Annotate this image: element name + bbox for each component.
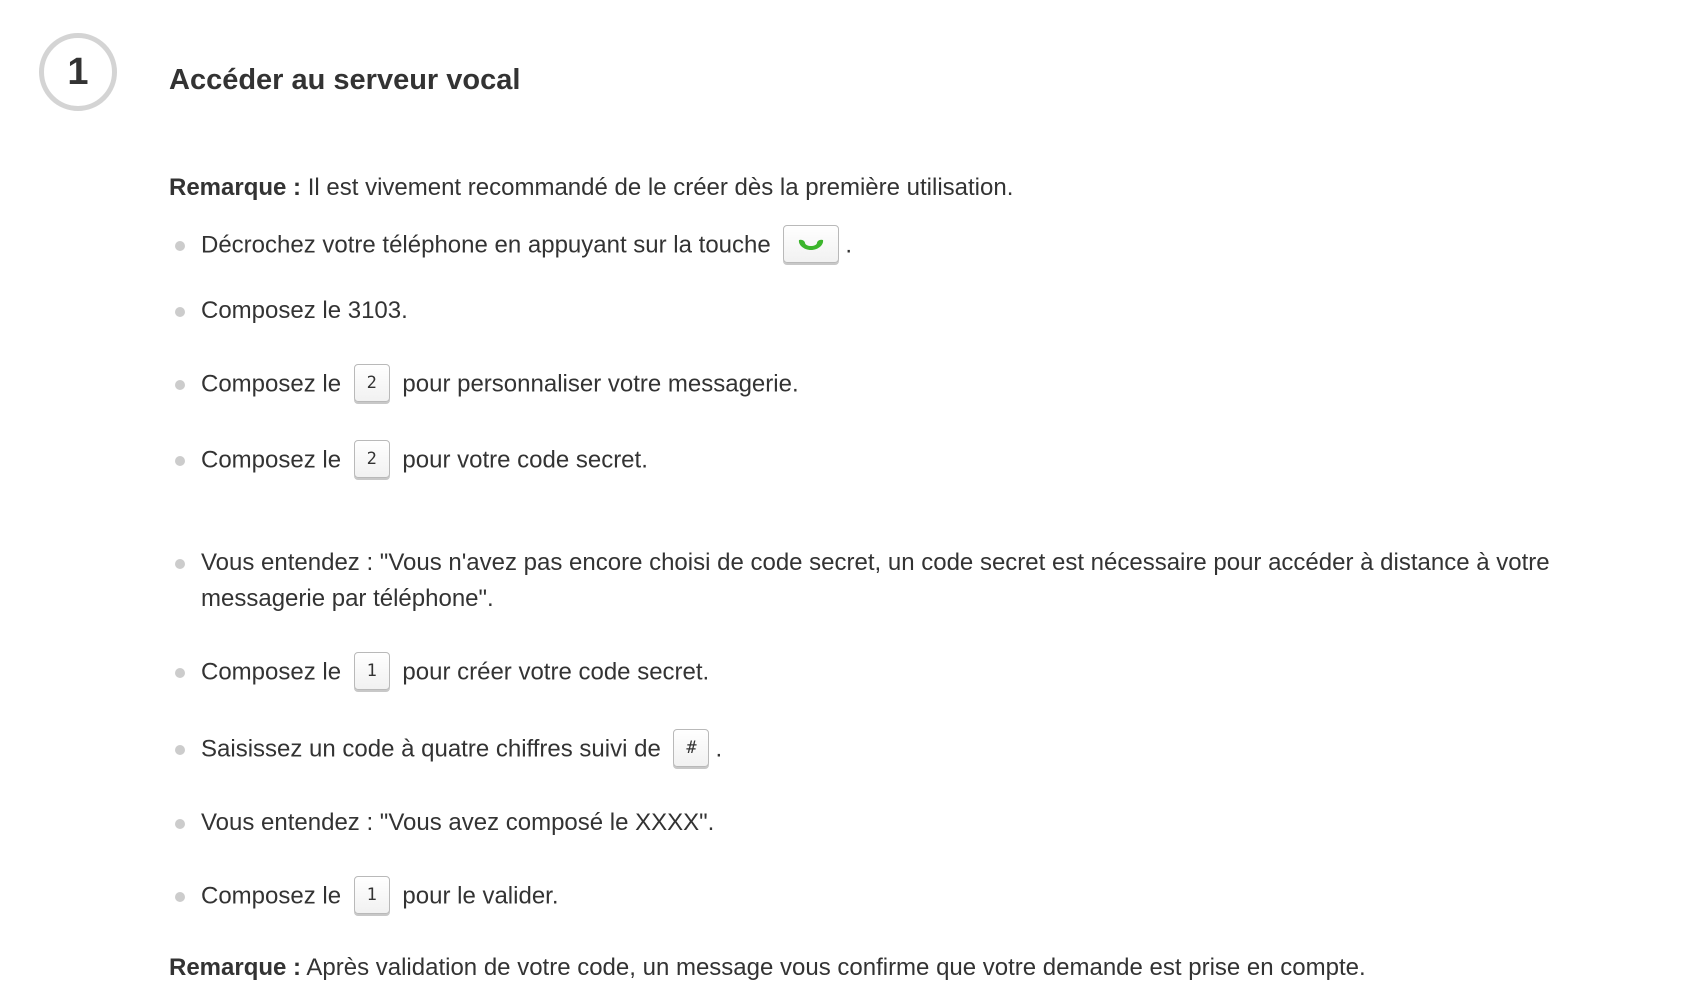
- list-item: [169, 731, 1679, 769]
- item-text-before: Saisissez un code à quatre chiffres suivi de: [201, 735, 661, 763]
- note-top-label: Remarque :: [169, 174, 302, 201]
- step-number: 1: [67, 50, 89, 93]
- item-text-before: Composez le: [201, 446, 342, 474]
- bullet-icon: [175, 307, 185, 317]
- item-text-before: Composez le: [201, 370, 342, 398]
- item-text-after: pour créer votre code secret.: [402, 658, 710, 686]
- note-bottom-label: Remarque :: [169, 954, 302, 981]
- item-text-after: pour personnaliser votre messagerie.: [402, 370, 799, 398]
- item-text-before: Composez le: [201, 882, 342, 910]
- step-title: Accéder au serveur vocal: [169, 64, 521, 96]
- keypad-key: 1: [354, 652, 390, 690]
- keypad-key: 2: [354, 364, 390, 402]
- item-text: Vous entendez : "Vous avez composé le XXXX".: [201, 809, 715, 836]
- step-number-badge: [39, 33, 117, 111]
- bullet-icon: [175, 380, 185, 390]
- keypad-key: #: [673, 729, 709, 767]
- list-item: [169, 878, 1679, 916]
- list-item: [169, 805, 1679, 841]
- item-text-after: pour le valider.: [402, 882, 559, 910]
- item-text-before: Décrochez votre téléphone en appuyant sur la touche: [201, 231, 771, 259]
- phone-pickup-icon: [796, 236, 826, 252]
- item-text-after: .: [845, 231, 853, 259]
- list-item: [169, 366, 1679, 404]
- item-text: Vous entendez : "Vous n'avez pas encore choisi de code secret, un code secret est nécessaire pour accéder à distance à votre messagerie par téléphone".: [201, 549, 1550, 612]
- bullet-icon: [175, 241, 185, 251]
- bullet-icon: [175, 668, 185, 678]
- bullet-icon: [175, 559, 185, 569]
- bullet-icon: [175, 819, 185, 829]
- bullet-icon: [175, 456, 185, 466]
- item-text: Composez le 3103.: [201, 297, 408, 324]
- note-bottom: [169, 952, 1366, 984]
- note-top-text: Il est vivement recommandé de le créer dès la première utilisation.: [301, 174, 1014, 201]
- keypad-key: 2: [354, 440, 390, 478]
- bullet-icon: [175, 892, 185, 902]
- list-item: [169, 293, 1679, 329]
- item-text-after: .: [715, 735, 723, 763]
- phone-pickup-key: [783, 225, 839, 263]
- list-item: [169, 545, 1679, 617]
- bullet-icon: [175, 745, 185, 755]
- note-top: [169, 172, 1013, 204]
- note-bottom-text: Après validation de votre code, un message vous confirme que votre demande est prise en compte.: [301, 954, 1366, 981]
- list-item: [169, 442, 1679, 480]
- list-item: [169, 654, 1679, 692]
- list-item: [169, 227, 1679, 265]
- item-text-after: pour votre code secret.: [402, 446, 648, 474]
- keypad-key: 1: [354, 876, 390, 914]
- item-text-before: Composez le: [201, 658, 342, 686]
